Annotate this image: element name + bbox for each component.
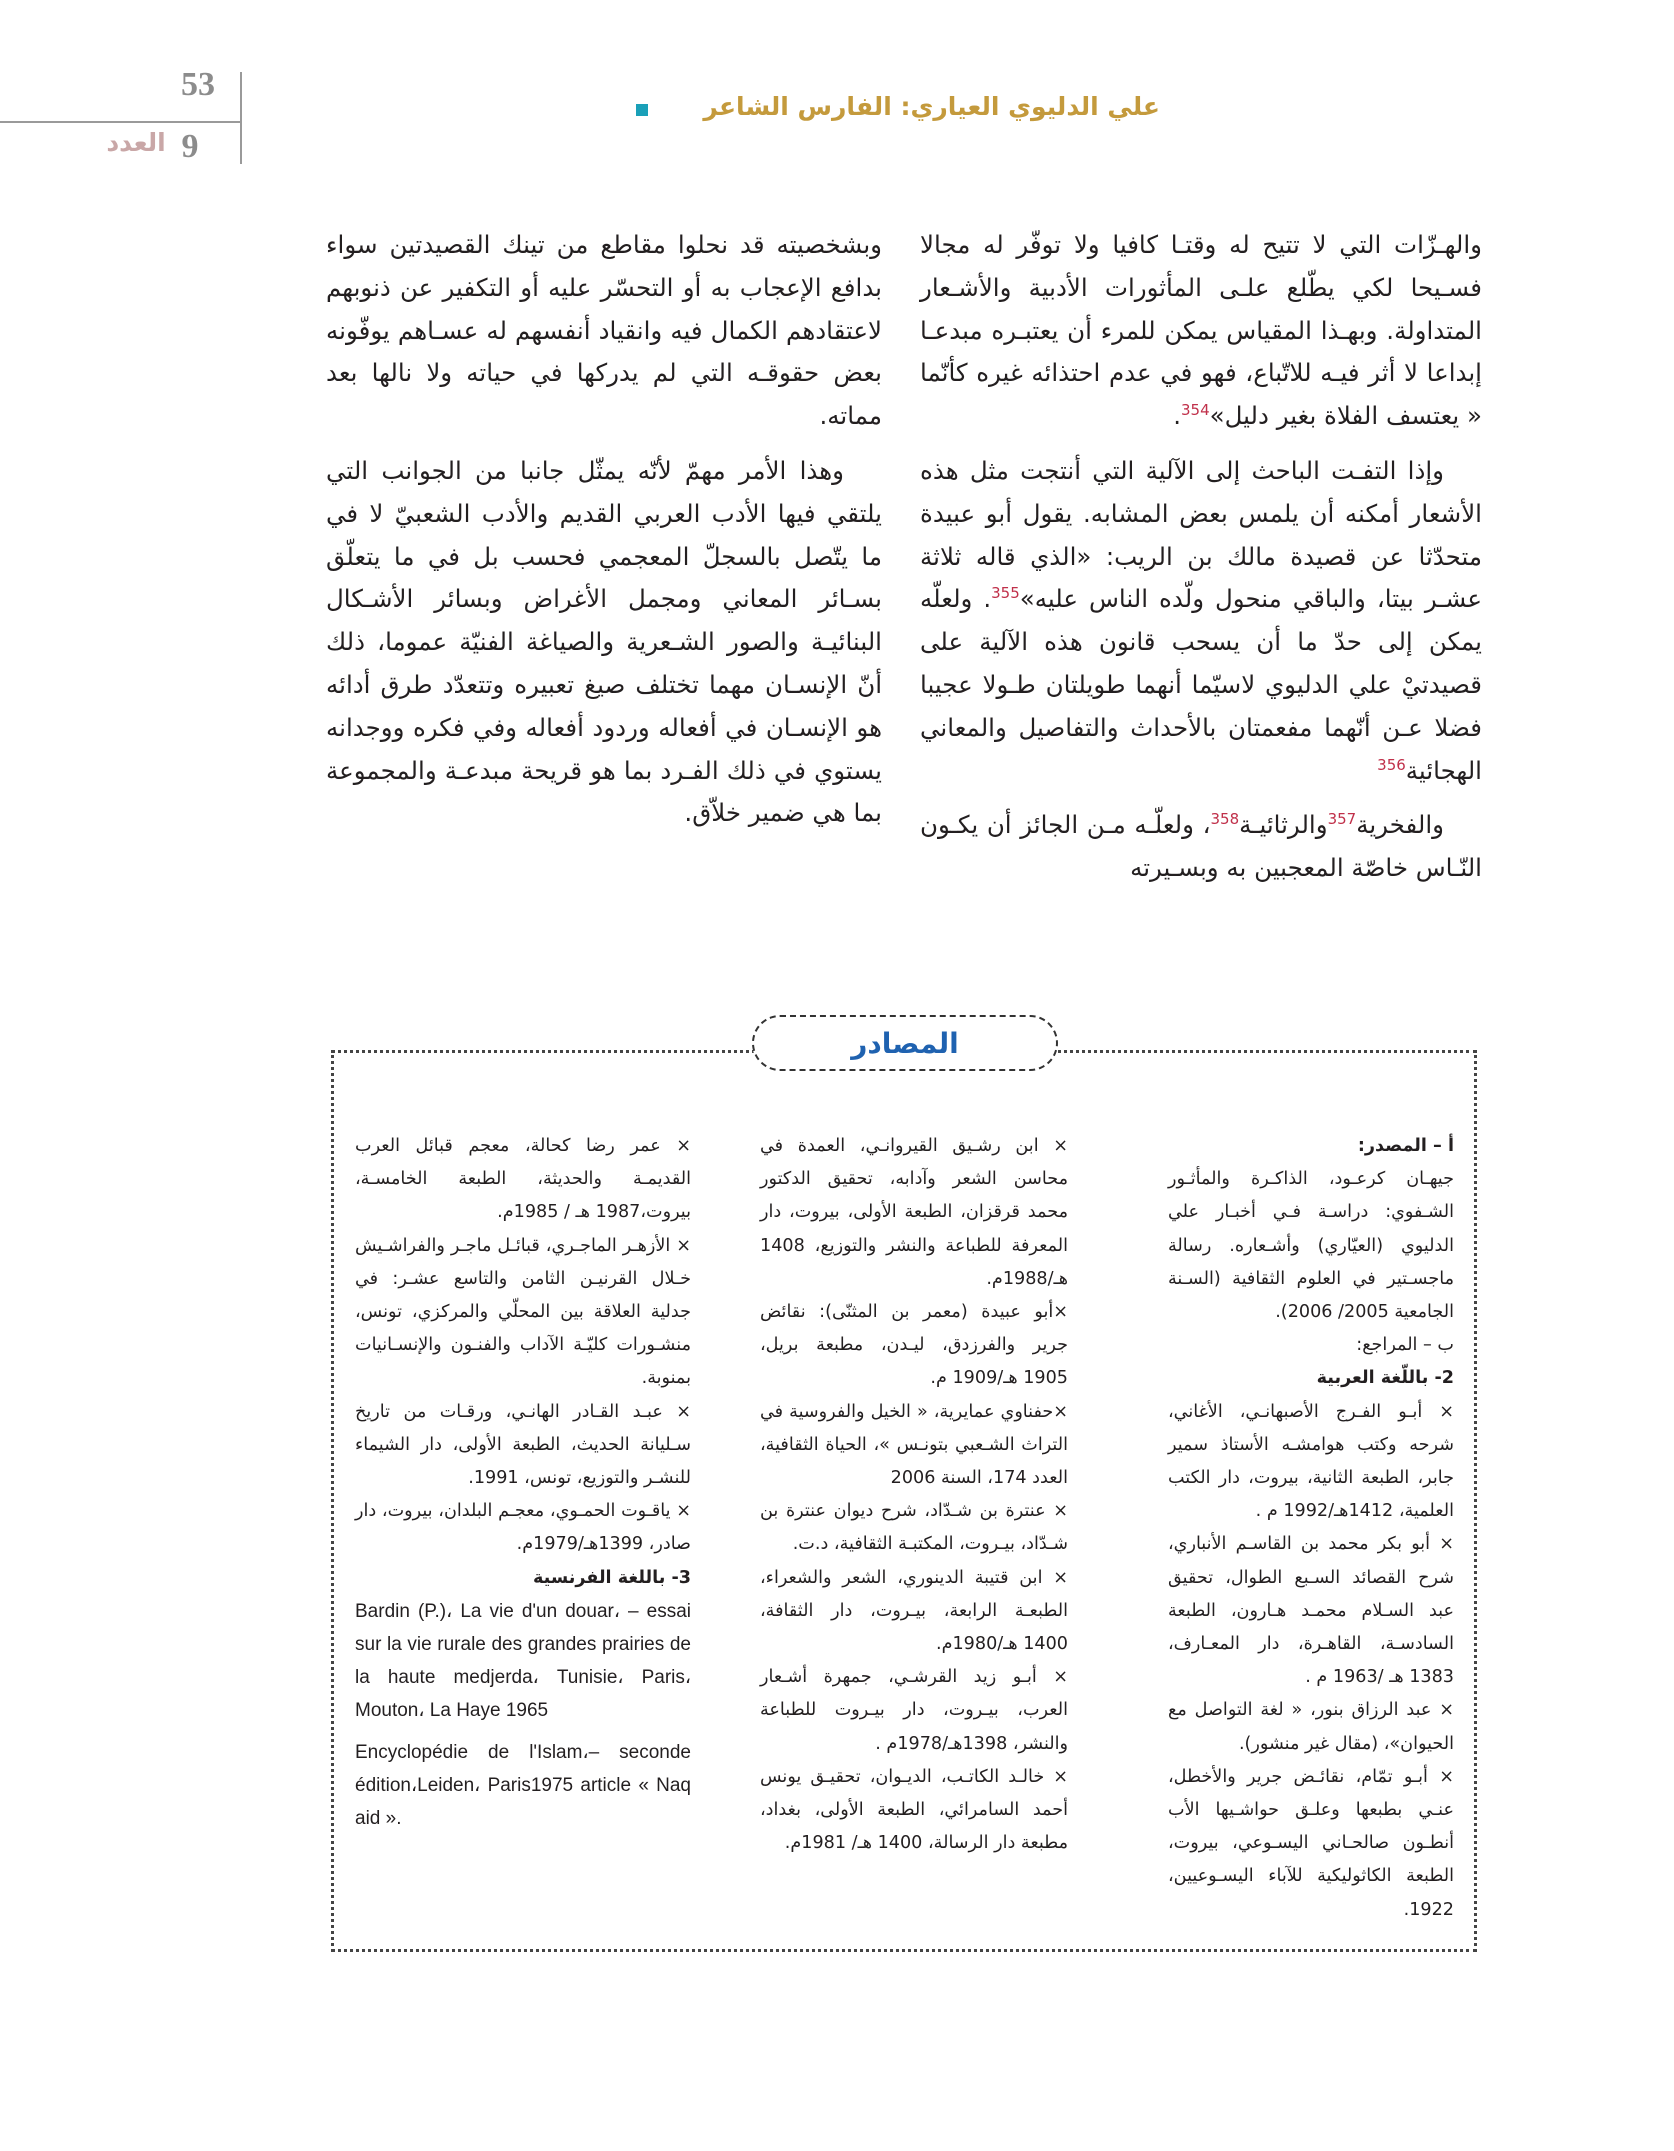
issue-label: العدد: [106, 128, 166, 157]
reference-entry: × عنترة بن شـدّاد، شرح ديوان عنترة بن شـدّاد، بيـروت، المكتبـة الثقافية، د.ت.: [760, 1501, 1068, 1555]
paragraph-text: والفخرية: [1356, 810, 1444, 840]
references-column-middle: [760, 1130, 1068, 1860]
reference-heading: 3- باللغة الفرنسية: [532, 1567, 691, 1588]
page-number: 53: [181, 66, 215, 103]
paragraph: وبشخصيته قد نحلوا مقاطع من تينك القصيدتين سواء بدافع الإعجاب به أو التحسّر عليه أو التكفير عن ذنوبهم لاعتقادهم الكمال فيه وانقياد أنفسهم له عسـاهم يوفّونه بعض حقوقـه التي لم يدركها في حياته ولا نالها بعد مماته.: [326, 230, 882, 431]
reference-entry: ×حفناوي عمايرية، « الخيل والفروسية في التراث الشـعبي بتونـس »، الحياة الثقافية، العدد 174، السنة 2006: [760, 1401, 1068, 1489]
footnote-ref: 356: [1377, 755, 1406, 774]
footnote-ref: 358: [1210, 810, 1240, 829]
reference-entry-french: Bardin (P.)، La vie d'un douar، – essai sur la vie rurale des grandes prairies de la haute medjerda، Tunisie، Paris، Mouton، La Haye 1965: [355, 1600, 691, 1722]
title-bullet-icon: [636, 104, 648, 116]
paragraph-text: وإذا التفـت الباحث إلى الآلية التي أنتجت مثل هذه الأشعار أمكنه أن يلمس بعض المشابه. يقول أبو عبيدة متحدّثا عن قصيدة مالك بن الريب: «الذي قاله ثلاثة عشـر بيتا، والباقي منحول ولّده الناس عليه»: [920, 455, 1482, 614]
reference-entry: × عبد الرزاق بنور، « لغة التواصل مع الحيوان»، (مقال غير منشور).: [1168, 1700, 1454, 1754]
reference-entry: × أبـو تمّام، نقائـض جرير والأخطل، عنـي بطبعها وعلـق حواشـيها الأب أنطـون صالحـاني اليسـوعي، بيروت، الطبعة الكاثوليكية للآباء اليسـوعيين، 1922.: [1168, 1766, 1454, 1920]
reference-entry: × الأزهـر الماجـري، قبائـل ماجـر والفراشـيش خـلال القرنيـن الثامن والتاسع عشـر: في جدلية العلاقة بين المحلّي والمركزي، تونس، منشـورات كليّـة الآداب والفنـون والإنسـانيات بمنوبة.: [355, 1235, 691, 1389]
references-column-left: [355, 1130, 691, 1835]
reference-entry: × أبـو الفـرج الأصبهانـي، الأغاني، شرحه وكتب هوامشـه الأستاذ سمير جابر، الطبعة الثانية، بيروت، دار الكتب العلمية، 1412هـ/1992 م .: [1168, 1401, 1454, 1522]
paragraph-end: .: [1173, 401, 1181, 431]
issue-number: 9: [181, 128, 199, 165]
sources-title-pill: [752, 1015, 1058, 1071]
paragraph: [920, 450, 1482, 792]
reference-heading: أ – المصدر:: [1357, 1136, 1454, 1156]
footnote-ref: 357: [1327, 810, 1357, 829]
reference-entry: × خالـد الكاتـب، الديـوان، تحقيـق يونس أحمد السامرائي، الطبعة الأولى، بغداد، مطبعة دار الرسالة، 1400 هـ/ 1981م.: [760, 1766, 1068, 1854]
body-column-right: [920, 224, 1482, 890]
reference-entry: × ياقـوت الحمـوي، معجـم البلدان، بيروت، دار صادر، 1399هـ/1979م.: [355, 1501, 691, 1555]
paragraph-text: والرثائيـة: [1239, 810, 1328, 840]
reference-entry: × عمر رضا كحالة، معجم قبائل العرب القديمـة والحديثة، الطبعة الخامسـة، بيروت،1987 هـ / 1985م.: [355, 1136, 691, 1223]
header-divider: [240, 72, 242, 164]
paragraph: وهذا الأمر مهمّ لأنّه يمثّل جانبا من الجوانب التي يلتقي فيها الأدب العربي القديم والأدب الشعبيّ لا في ما يتّصل بالسجلّ المعجمي فحسب بل في ما يتعلّق بسـائر المعاني ومجمل الأغراض وبسائر الأشـكال البنائيـة والصور الشـعرية والصياغة الفنيّة عموما، ذلك أنّ الإنسـان مهما تختلف صيغ تعبيره وتتعدّد طرق أدائه هو الإنسـان في أفعاله وردود أفعاله وفي فكره ووجدانه يستوي في ذلك الفـرد بما هو قريحة مبدعـة والمجموعة بما هي ضمير خلاّق.: [326, 455, 882, 828]
reference-heading: ب – المراجع:: [1356, 1335, 1454, 1356]
references-column-right: [1168, 1130, 1454, 1927]
reference-entry: × أبـو زيد القرشـي، جمهرة أشـعار العرب، بيـروت، دار بيـروت للطباعة والنشر، 1398هـ/1978م .: [760, 1667, 1068, 1754]
paragraph-text: ، ولعلّـه مـن الجائز أن يكـون النّـاس خاصّة المعجبين به وبسـيرته: [920, 810, 1482, 883]
reference-entry: جيهـان كرعـود، الذاكـرة والمأثـور الشـفوي: دراسـة فـي أخبـار علي الدليوي (العيّاري) وأشـعاره. رسالة ماجسـتير في العلوم الثقافية (السـنة الجامعية 2005/ 2006).: [1168, 1169, 1454, 1323]
footnote-ref: 354: [1180, 401, 1210, 420]
header-rule: [0, 121, 240, 123]
article-title: علي الدليوي العياري: الفارس الشاعر: [703, 92, 1160, 121]
reference-entry: × أبو بكر محمد بن القاسـم الأنباري، شرح القصائد السـبع الطوال، تحقيق عبد السـلام محمـد هـارون، الطبعة السادسـة، القاهـرة، دار المعـارف، 1383 هـ /1963 م .: [1168, 1534, 1454, 1688]
paragraph: [920, 804, 1482, 890]
reference-entry: × ابن قتيبة الدينوري، الشعر والشعراء، الطبعـة الرابعة، بيـروت، دار الثقافة، 1400 هـ/1980م.: [760, 1567, 1068, 1655]
body-column-left: [326, 224, 882, 835]
paragraph: [920, 224, 1482, 438]
reference-heading: 2- باللّغة العربية: [1316, 1368, 1454, 1389]
reference-entry: ×أبو عبيدة (معمر بن المثنّى): نقائض جرير والفرزدق، ليـدن، مطبعة بريل، 1905 هـ/1909 م.: [760, 1302, 1068, 1389]
paragraph-text: . ولعلّه يمكن إلى حدّ ما أن يسحب قانون هذه الآلية على قصيدتيْ علي الدليوي لاسيّما أنهما طويلتان طـولا عجيبا فضلا عـن أنّهما مفعمتان بالأحداث والتفاصيل والمعاني الهجائية: [920, 584, 1482, 785]
footnote-ref: 355: [991, 584, 1020, 603]
sources-title: المصادر: [851, 1026, 959, 1060]
reference-entry-french: Encyclopédie de l'Islam،– seconde édition،Leiden، Paris1975 article « Naq aid ».: [355, 1741, 691, 1830]
reference-entry: × ابن رشـيق القيروانـي، العمدة في محاسن الشعر وآدابه، تحقيق الدكتور محمد قرقزان، الطبعة الأولى، بيروت، دار المعرفة للطباعة والنشر والتوزيع، 1408 هـ/1988م.: [760, 1136, 1068, 1289]
reference-entry: × عبـد القـادر الهانـي، ورقـات من تاريخ سـليانة الحديث، الطبعة الأولى، دار الشيماء للنشـر والتوزيع، تونس، 1991.: [355, 1401, 691, 1489]
paragraph-text: والهـزّات التي لا تتيح له وقتـا كافيا ولا توفّر له مجالا فسـيحا لكي يطّلع علـى المأثورات الأدبية والأشـعار المتداولة. وبهـذا المقياس يمكن للمرء أن يعتبـره مبدعـا إبداعا لا أثر فيـه للاتّباع، فهو في عدم احتذائه غيره كأنّما « يعتسف الفلاة بغير دليل»: [920, 230, 1482, 431]
